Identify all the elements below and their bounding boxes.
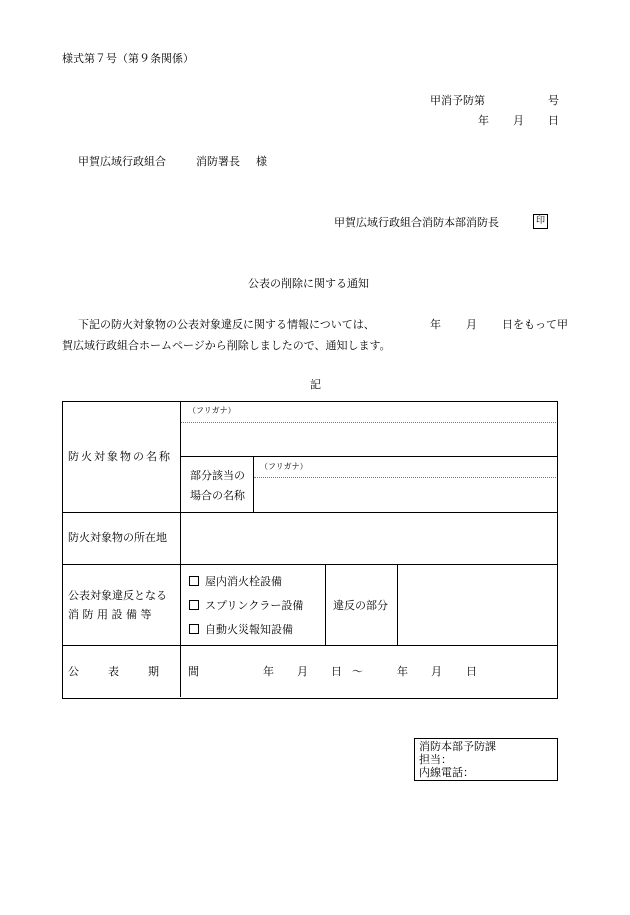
checkbox[interactable] [189, 600, 199, 610]
period-month-2: 月 [431, 665, 442, 678]
violation-part-label: 違反の部分 [333, 599, 388, 612]
location-label: 防火対象物の所在地 [68, 531, 167, 544]
furigana-label: （フリガナ） [188, 406, 236, 415]
name-label: 防火対象物の名称 [68, 450, 172, 463]
addressee-title: 消防署長 [196, 155, 240, 168]
ki-heading: 記 [310, 378, 321, 391]
doc-number-prefix: 甲消予防第 [430, 94, 485, 107]
document-title: 公表の削除に関する通知 [248, 277, 369, 290]
equipment-label: 屋内消火栓設備 [205, 575, 282, 588]
period-label: 公 表 期 間 [68, 665, 208, 678]
date-day: 日 [548, 114, 559, 127]
contact-dept: 消防本部予防課 [419, 740, 496, 753]
doc-number-suffix: 号 [548, 94, 559, 107]
body-month: 月 [466, 318, 477, 331]
contact-phone: 内線電話： [419, 766, 474, 779]
seal-stamp: 印 [533, 214, 548, 229]
period-year-1: 年 [263, 665, 274, 678]
furigana-divider [181, 422, 556, 423]
period-month-1: 月 [297, 665, 308, 678]
period-tilde: ～ [352, 665, 363, 678]
equipment-label: 自動火災報知設備 [205, 623, 293, 636]
period-day-1: 日 [331, 665, 342, 678]
checkbox[interactable] [189, 624, 199, 634]
date-month: 月 [513, 114, 524, 127]
table-col-divider [325, 564, 326, 645]
body-line2: 賀広域行政組合ホームページから削除しましたので、通知します。 [62, 339, 391, 352]
body-line1-suffix: 日をもって甲 [502, 318, 568, 331]
body-line1-prefix: 下記の防火対象物の公表対象違反に関する情報については、 [78, 318, 375, 331]
furigana-divider [254, 477, 556, 478]
partial-label-2: 場合の名称 [190, 489, 245, 502]
addressee-honorific: 様 [256, 155, 267, 168]
sender: 甲賀広域行政組合消防本部消防長 [334, 216, 499, 229]
period-year-2: 年 [397, 665, 408, 678]
date-year: 年 [478, 114, 489, 127]
contact-person: 担当： [419, 753, 452, 766]
equipment-item [189, 623, 293, 636]
table-row-divider [62, 512, 557, 513]
violation-label-1: 公表対象違反となる [68, 589, 167, 602]
table-row-divider [62, 564, 557, 565]
addressee-org: 甲賀広域行政組合 [78, 155, 166, 168]
equipment-label: スプリンクラー設備 [205, 599, 304, 612]
partial-label-1: 部分該当の [190, 469, 245, 482]
table-col-divider [397, 564, 398, 645]
checkbox[interactable] [189, 576, 199, 586]
period-day-2: 日 [466, 665, 477, 678]
main-table [62, 401, 558, 699]
body-year: 年 [430, 318, 441, 331]
table-col-divider [180, 401, 181, 697]
violation-label-2: 消 防 用 設 備 等 [68, 608, 152, 621]
table-row-divider [180, 456, 557, 457]
equipment-item [189, 575, 282, 588]
table-row-divider [62, 645, 557, 646]
table-col-divider [253, 456, 254, 512]
equipment-item [189, 599, 303, 612]
furigana-label: （フリガナ） [260, 462, 308, 471]
form-number: 様式第７号（第９条関係） [62, 52, 194, 65]
